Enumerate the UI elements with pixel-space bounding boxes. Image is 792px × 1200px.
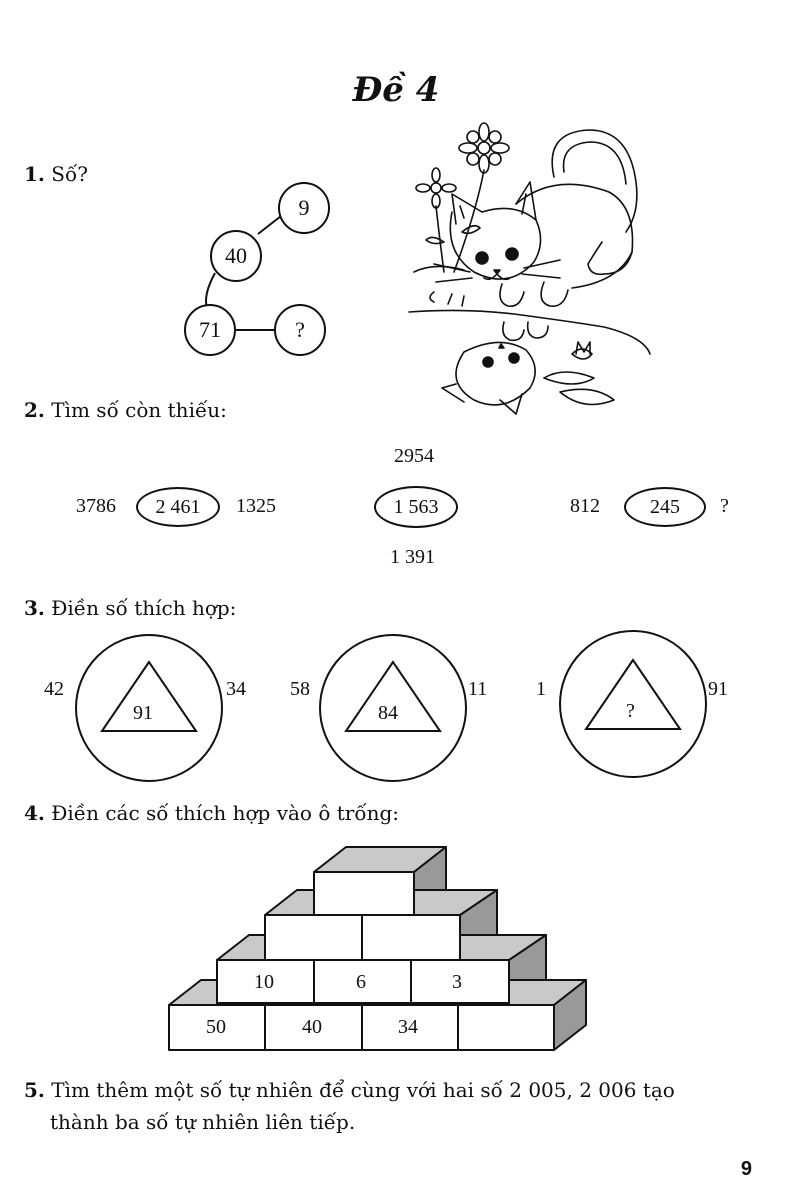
question-3-text: Điền số thích hợp: xyxy=(51,596,237,620)
q3-fig3-right: 91 xyxy=(708,678,728,700)
q4-r2-cell-2: 6 xyxy=(356,971,366,993)
question-1-number: 1. xyxy=(24,162,45,186)
q4-brick-top xyxy=(314,872,414,915)
q3-fig1-left: 42 xyxy=(44,678,64,700)
q4-brick-r3-1 xyxy=(265,915,362,960)
question-1-text: Số? xyxy=(51,162,88,186)
question-5 xyxy=(24,1074,764,1138)
q2-group3-right: ? xyxy=(720,495,729,517)
q2-group1-center: 2 461 xyxy=(136,487,220,527)
question-5-number: 5. xyxy=(24,1078,45,1102)
q1-node-40: 40 xyxy=(210,230,262,282)
q3-fig1-center: 91 xyxy=(133,702,153,724)
question-3-number: 3. xyxy=(24,596,45,620)
q4-brick-r1-4 xyxy=(458,1005,554,1050)
q2-group1-left: 3786 xyxy=(76,495,116,517)
q3-fig2-right: 11 xyxy=(468,678,488,700)
q2-group2-bottom: 1 391 xyxy=(390,546,435,568)
q1-node-71: 71 xyxy=(184,304,236,356)
question-5-line1: Tìm thêm một số tự nhiên để cùng với hai số 2 005, 2 006 tạo xyxy=(51,1078,675,1102)
page-number: 9 xyxy=(740,1158,752,1180)
q3-fig1-right: 34 xyxy=(226,678,246,700)
q1-node-unknown: ? xyxy=(274,304,326,356)
q4-r2-cell-3: 3 xyxy=(452,971,462,993)
q4-r1-cell-1: 50 xyxy=(206,1016,226,1038)
q4-r1-cell-2: 40 xyxy=(302,1016,322,1038)
page-title: Đề 4 xyxy=(352,70,440,110)
q2-group2-center: 1 563 xyxy=(374,486,458,528)
q2-group2-top: 2954 xyxy=(394,445,434,467)
q3-fig3-center: ? xyxy=(626,700,635,722)
question-5-line2: thành ba số tự nhiên liên tiếp. xyxy=(50,1110,356,1134)
question-4-number: 4. xyxy=(24,801,45,825)
q2-group3-center: 245 xyxy=(624,487,706,527)
q3-fig3-left: 1 xyxy=(536,678,546,700)
q4-brick-r3-2 xyxy=(362,915,460,960)
q2-group3-left: 812 xyxy=(570,495,600,517)
q3-fig2-left: 58 xyxy=(290,678,310,700)
question-2-number: 2. xyxy=(24,398,45,422)
q4-r2-cell-1: 10 xyxy=(254,971,274,993)
question-4-text: Điền các số thích hợp vào ô trống: xyxy=(51,801,399,825)
q1-node-9: 9 xyxy=(278,182,330,234)
q3-fig2-center: 84 xyxy=(378,702,398,724)
q2-group1-right: 1325 xyxy=(236,495,276,517)
question-2-text: Tìm số còn thiếu: xyxy=(51,398,227,422)
q4-r1-cell-3: 34 xyxy=(398,1016,418,1038)
